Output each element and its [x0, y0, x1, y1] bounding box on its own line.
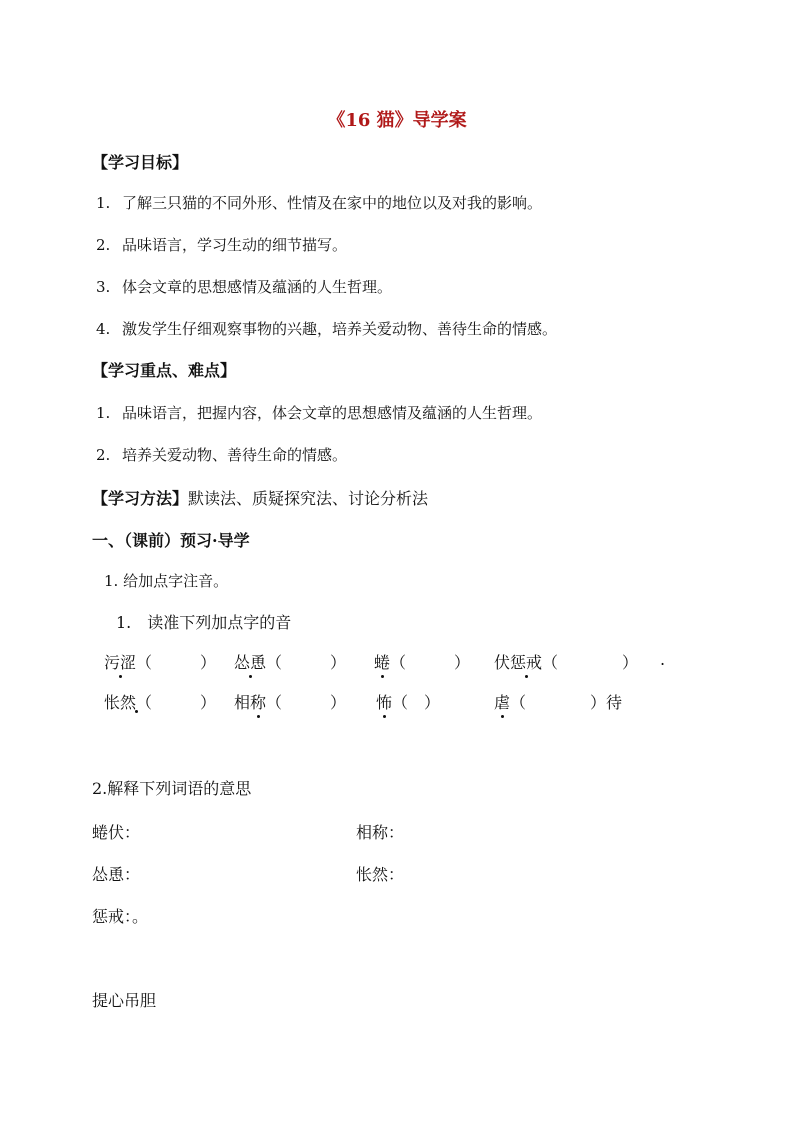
pinyin-blank — [374, 650, 470, 673]
term-label: 怂恿： — [92, 865, 141, 884]
answer-blank: （ ） — [392, 693, 441, 712]
objective-item — [96, 234, 347, 255]
section-two-heading: 2.解释下列词语的意思 — [92, 779, 252, 798]
item-text: 培养关爱动物、善待生命的情感。 — [122, 446, 348, 464]
word-dotted: 蜷 — [374, 650, 390, 673]
answer-blank: （ ） — [542, 653, 639, 672]
section-one-subheading: 1. 给加点字注音。 — [104, 572, 229, 590]
word-plain: 相 — [234, 693, 251, 712]
key-points-heading: 【学习重点、难点】 — [92, 361, 237, 380]
item-text: 了解三只猫的不同外形、性情及在家中的地位以及对我的影响。 — [122, 194, 543, 212]
methods-text: 默读法、质疑探究法、讨论分析法 — [188, 489, 429, 508]
item-number: 3. — [96, 278, 111, 296]
pinyin-blank — [234, 690, 346, 713]
word-plain: 怅然 — [104, 693, 137, 712]
answer-blank: （ ） — [266, 693, 347, 712]
pinyin-blank — [104, 690, 216, 713]
item-text: 激发学生仔细观察事物的兴趣，培养关爱动物、善待生命的情感。 — [122, 320, 558, 338]
answer-blank: （ ） — [266, 653, 347, 672]
objective-item — [96, 276, 392, 297]
word-dotted: 怂恿 — [234, 650, 266, 673]
item-number: 2. — [96, 236, 111, 254]
pinyin-blank — [376, 690, 440, 713]
pinyin-blank — [494, 650, 638, 673]
item-number: 1. — [96, 194, 111, 212]
key-point-item — [96, 444, 347, 465]
word-dotted: 惩戒 — [510, 650, 542, 673]
answer-blank: （ ） — [390, 653, 471, 672]
item-number: 2. — [96, 446, 111, 464]
methods-heading: 【学习方法】 — [92, 489, 189, 508]
extra-term: 提心吊胆 — [92, 991, 157, 1010]
key-point-item — [96, 402, 542, 423]
pinyin-blank — [104, 650, 216, 673]
item-number: 4. — [96, 320, 111, 338]
row-tail: . — [660, 650, 666, 669]
section-one-heading: 一、（课前）预习·导学 — [92, 531, 250, 550]
objective-item — [96, 192, 542, 213]
page-title: 《16 猫》导学案 — [327, 110, 467, 131]
word-dotted: 称 — [250, 690, 266, 713]
term-label: 惩戒：。 — [92, 907, 149, 926]
pinyin-blank — [494, 690, 622, 713]
word-plain: 伏 — [494, 653, 511, 672]
word-dotted: 污涩 — [104, 650, 136, 673]
word-dotted: 虐 — [494, 690, 510, 713]
answer-blank: （ ） — [136, 693, 217, 712]
term-label: 怅然： — [356, 865, 405, 884]
objectives-heading: 【学习目标】 — [92, 153, 189, 172]
answer-blank: （ ） — [136, 653, 217, 672]
item-text: 体会文章的思想感情及蕴涵的人生哲理。 — [122, 278, 393, 296]
item-text: 品味语言，学习生动的细节描写。 — [122, 236, 348, 254]
section-one-instruction: 1. 读准下列加点字的音 — [116, 613, 292, 632]
objective-item — [96, 318, 557, 339]
word-dotted: 怖 — [376, 690, 392, 713]
methods-line — [92, 486, 428, 509]
term-label: 相称： — [356, 823, 405, 842]
term-label: 蜷伏： — [92, 823, 141, 842]
answer-blank: （ ）待 — [510, 693, 623, 712]
pinyin-blank — [234, 650, 346, 673]
item-text: 品味语言，把握内容，体会文章的思想感情及蕴涵的人生哲理。 — [122, 404, 543, 422]
item-number: 1. — [96, 404, 111, 422]
